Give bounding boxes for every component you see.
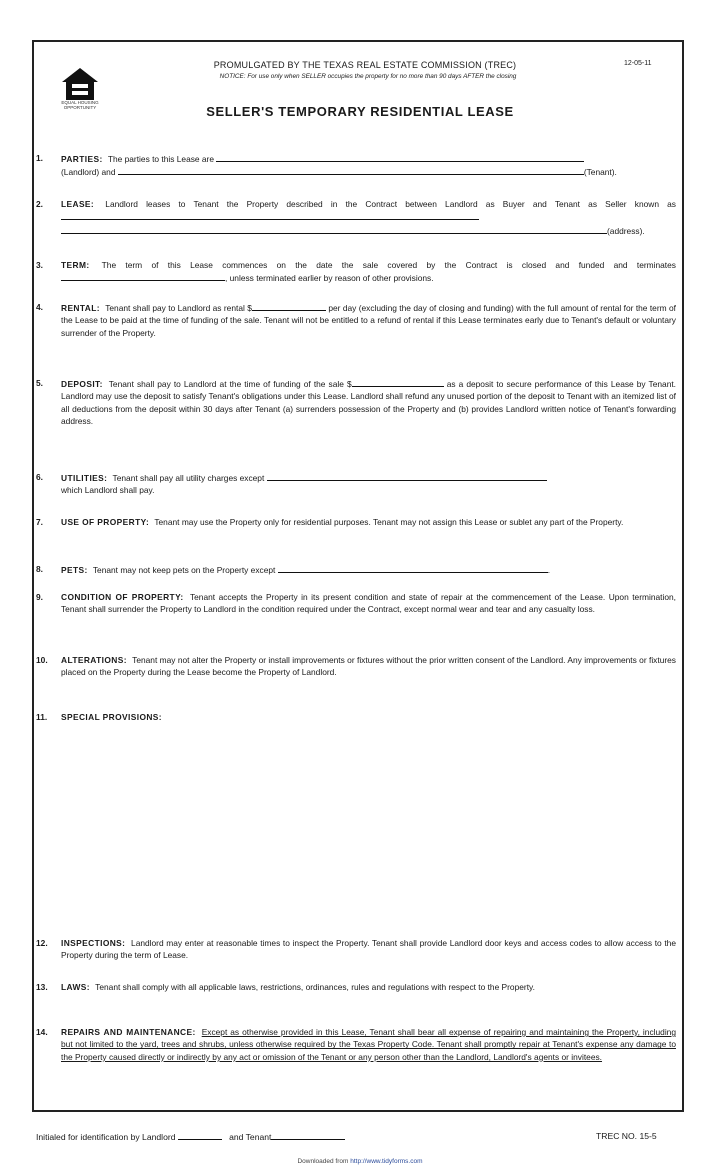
promulgated-line: PROMULGATED BY THE TEXAS REAL ESTATE COMMISSION (TREC) bbox=[213, 60, 517, 70]
landlord-initials-field[interactable] bbox=[178, 1131, 222, 1140]
tenant-initials-field[interactable] bbox=[271, 1131, 345, 1140]
section-laws: 13. LAWS: Tenant shall comply with all applicable laws, restrictions, ordinances, rules and regulations with respect to the Property. bbox=[36, 982, 535, 992]
download-note: Downloaded from http://www.tidyforms.com bbox=[297, 1158, 423, 1165]
logo-caption: EQUAL HOUSING OPPORTUNITY bbox=[61, 100, 99, 110]
pets-exception-field[interactable] bbox=[278, 563, 548, 573]
utilities-exception-field[interactable] bbox=[267, 471, 547, 481]
section-alterations: 10. ALTERATIONS: Tenant may not alter the Property or install improvements or fixtures without the prior written consent of the Landlord. Any improvements or fixtures placed on the Property during the Lease become the Property of Landlord. bbox=[36, 655, 676, 678]
section-parties: 1. PARTIES: The parties to this Lease are (Landlord) and (Tenant). bbox=[36, 153, 617, 178]
section-inspections: 12. INSPECTIONS: Landlord may enter at reasonable times to inspect the Property. Tenant shall provide Landlord door keys and access codes to allow access to the Property during the term of Lease. bbox=[36, 938, 676, 961]
form-date: 12-05-11 bbox=[624, 60, 652, 67]
address-field-1[interactable] bbox=[61, 210, 479, 220]
section-lease: 2. LEASE: Landlord leases to Tenant the Property described in the Contract between Landlord as Buyer and Tenant as Seller known as (address). bbox=[36, 199, 676, 236]
deposit-amount-field[interactable] bbox=[352, 377, 444, 387]
section-deposit: 5. DEPOSIT: Tenant shall pay to Landlord at the time of funding of the sale $ as a deposit to secure performance of this Lease by Tenant. Landlord may use the deposit to satisfy Tenant's obligations under this Lease. Landlord shall refund any unused portion of the deposit to Tenant with an itemized list of all deductions from the deposit within 30 days after Tenant (a) surrenders possession of the Property and (b) provides Landlord written notice of Tenant's forwarding address. bbox=[36, 378, 677, 427]
section-special-provisions: 11. SPECIAL PROVISIONS: bbox=[36, 712, 162, 722]
section-repairs-and-maintenance: 14. REPAIRS AND MAINTENANCE: Except as otherwise provided in this Lease, Tenant shall bear all expense of repairing and maintaining the Property, including but not limited to the yard, trees and shrubs, unless otherwise required by the Texas Property Code. Tenant shall promptly repair at Tenant's expense any damage to the Property caused directly or indirectly by any act or omission of the Tenant or any person other than the Landlord, Landlord's agents or invitees. bbox=[36, 1027, 676, 1062]
tenant-name-field[interactable] bbox=[118, 165, 584, 175]
section-term: 3. TERM: The term of this Lease commences on the date the sale covered by the Contract is closed and funded and terminates , unless terminated earlier by reason of other provisions. bbox=[36, 260, 676, 284]
trec-form-number: TREC NO. 15-5 bbox=[596, 1131, 657, 1141]
termination-date-field[interactable] bbox=[61, 271, 225, 281]
section-rental: 4. RENTAL: Tenant shall pay to Landlord as rental $ per day (excluding the day of closing and funding) with the full amount of rental for the term of the Lease to be paid at the time of funding of the sale. Tenant will not be entitled to a refund of rental if this Lease terminates early due to Tenant's default or voluntary surrender of the Property. bbox=[36, 302, 676, 338]
section-pets: 8. PETS: Tenant may not keep pets on the Property except . bbox=[36, 564, 551, 575]
section-condition-of-property: 9. CONDITION OF PROPERTY: Tenant accepts the Property in its present condition and state of repair at the commencement of the Lease. Upon termination, Tenant shall surrender the Property to Landlord in the condition required under the Contract, except normal wear and tear and any casualty loss. bbox=[36, 592, 676, 615]
download-link[interactable]: http://www.tidyforms.com bbox=[350, 1158, 423, 1165]
address-field-2[interactable] bbox=[61, 224, 607, 234]
rental-amount-field[interactable] bbox=[252, 301, 326, 311]
page-title: SELLER'S TEMPORARY RESIDENTIAL LEASE bbox=[206, 104, 514, 119]
initials-line: Initialed for identification by Landlord and Tenant bbox=[36, 1131, 345, 1142]
landlord-name-field[interactable] bbox=[216, 152, 584, 162]
equal-housing-logo-icon bbox=[58, 64, 102, 120]
section-use-of-property: 7. USE OF PROPERTY: Tenant may use the Property only for residential purposes. Tenant may not assign this Lease or sublet any part of the Property. bbox=[36, 517, 624, 527]
special-provisions-area[interactable] bbox=[60, 728, 672, 928]
notice-line: NOTICE: For use only when SELLER occupies the property for no more than 90 days AFTER the closing bbox=[219, 73, 517, 80]
section-utilities: 6. UTILITIES: Tenant shall pay all utility charges except which Landlord shall pay. bbox=[36, 471, 676, 497]
